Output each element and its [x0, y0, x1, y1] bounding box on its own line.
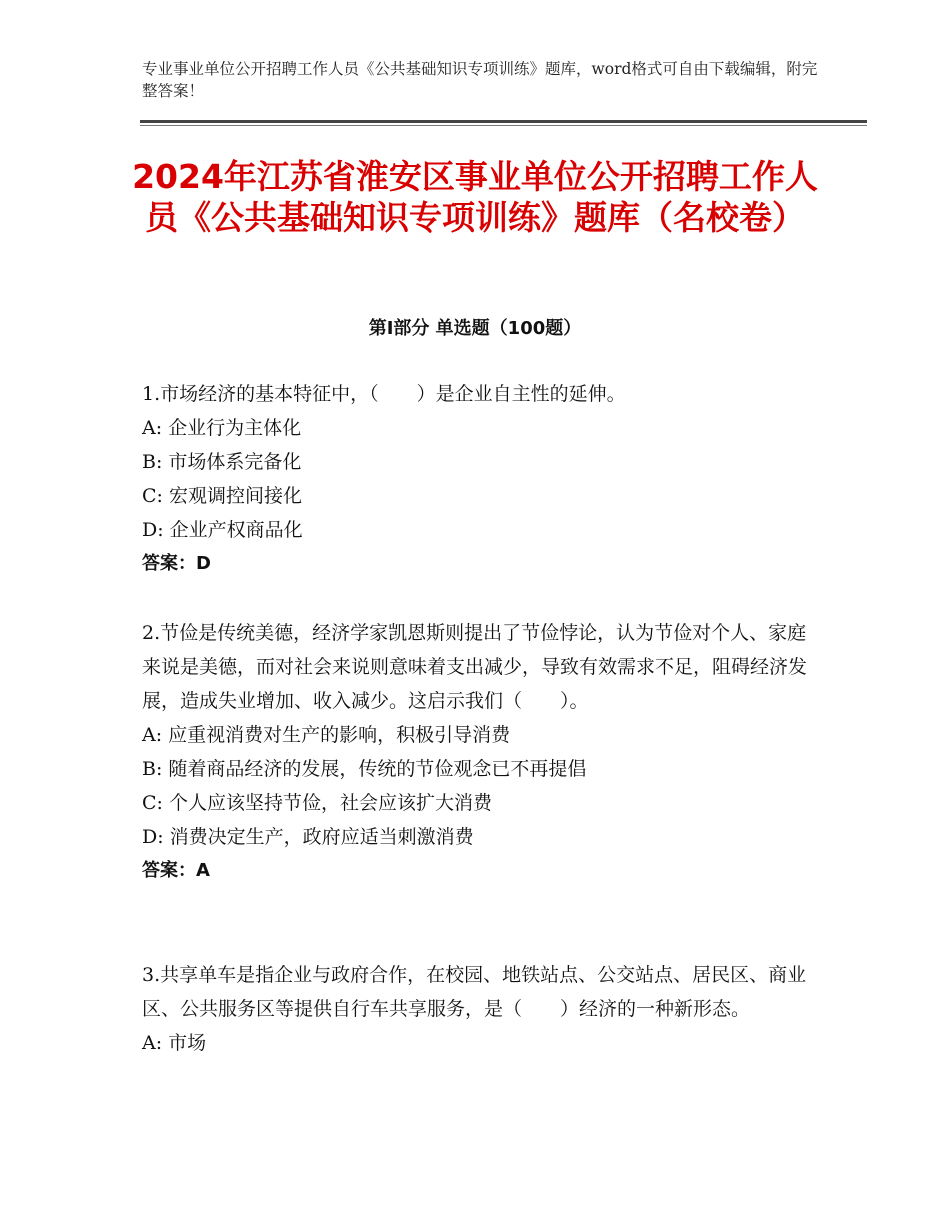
question-stem: 1.市场经济的基本特征中，（ ）是企业自主性的延伸。 — [142, 383, 626, 405]
question-stem: 3.共享单车是指企业与政府合作，在校园、地铁站点、公交站点、居民区、商业区、公共服务区等提供自行车共享服务，是（ ）经济的一种新形态。 — [142, 964, 807, 1020]
section-title: 第Ⅰ部分 单选题（100题） — [368, 318, 582, 339]
question-answer: 答案：A — [142, 860, 210, 881]
header-divider-thin — [140, 125, 867, 126]
question-option-a: A: 企业行为主体化 — [142, 417, 302, 439]
question-option-b: B: 市场体系完备化 — [142, 451, 302, 473]
question-answer: 答案：D — [142, 553, 211, 574]
question-option-b: B: 随着商品经济的发展，传统的节俭观念已不再提倡 — [142, 758, 587, 780]
question-2 — [142, 616, 807, 888]
question-option-d: D: 消费决定生产，政府应适当刺激消费 — [142, 826, 474, 848]
question-option-d: D: 企业产权商品化 — [142, 519, 303, 541]
question-option-c: C: 个人应该坚持节俭，社会应该扩大消费 — [142, 792, 492, 814]
question-1 — [142, 377, 807, 581]
header-note: 专业事业单位公开招聘工作人员《公共基础知识专项训练》题库，word格式可自由下载编辑，附完整答案！ — [142, 60, 818, 100]
document-title: 2024年江苏省淮安区事业单位公开招聘工作人员《公共基础知识专项训练》题库（名校卷） — [132, 157, 818, 237]
question-3 — [142, 958, 807, 1060]
question-option-a: A: 市场 — [142, 1032, 207, 1054]
header-divider-thick — [140, 120, 867, 123]
question-stem: 2.节俭是传统美德，经济学家凯恩斯则提出了节俭悖论，认为节俭对个人、家庭来说是美德，而对社会来说则意味着支出减少，导致有效需求不足，阻碍经济发展，造成失业增加、收入减少。这启示我们（ ）。 — [142, 622, 808, 712]
question-option-c: C: 宏观调控间接化 — [142, 485, 302, 507]
question-option-a: A: 应重视消费对生产的影响，积极引导消费 — [142, 724, 511, 746]
